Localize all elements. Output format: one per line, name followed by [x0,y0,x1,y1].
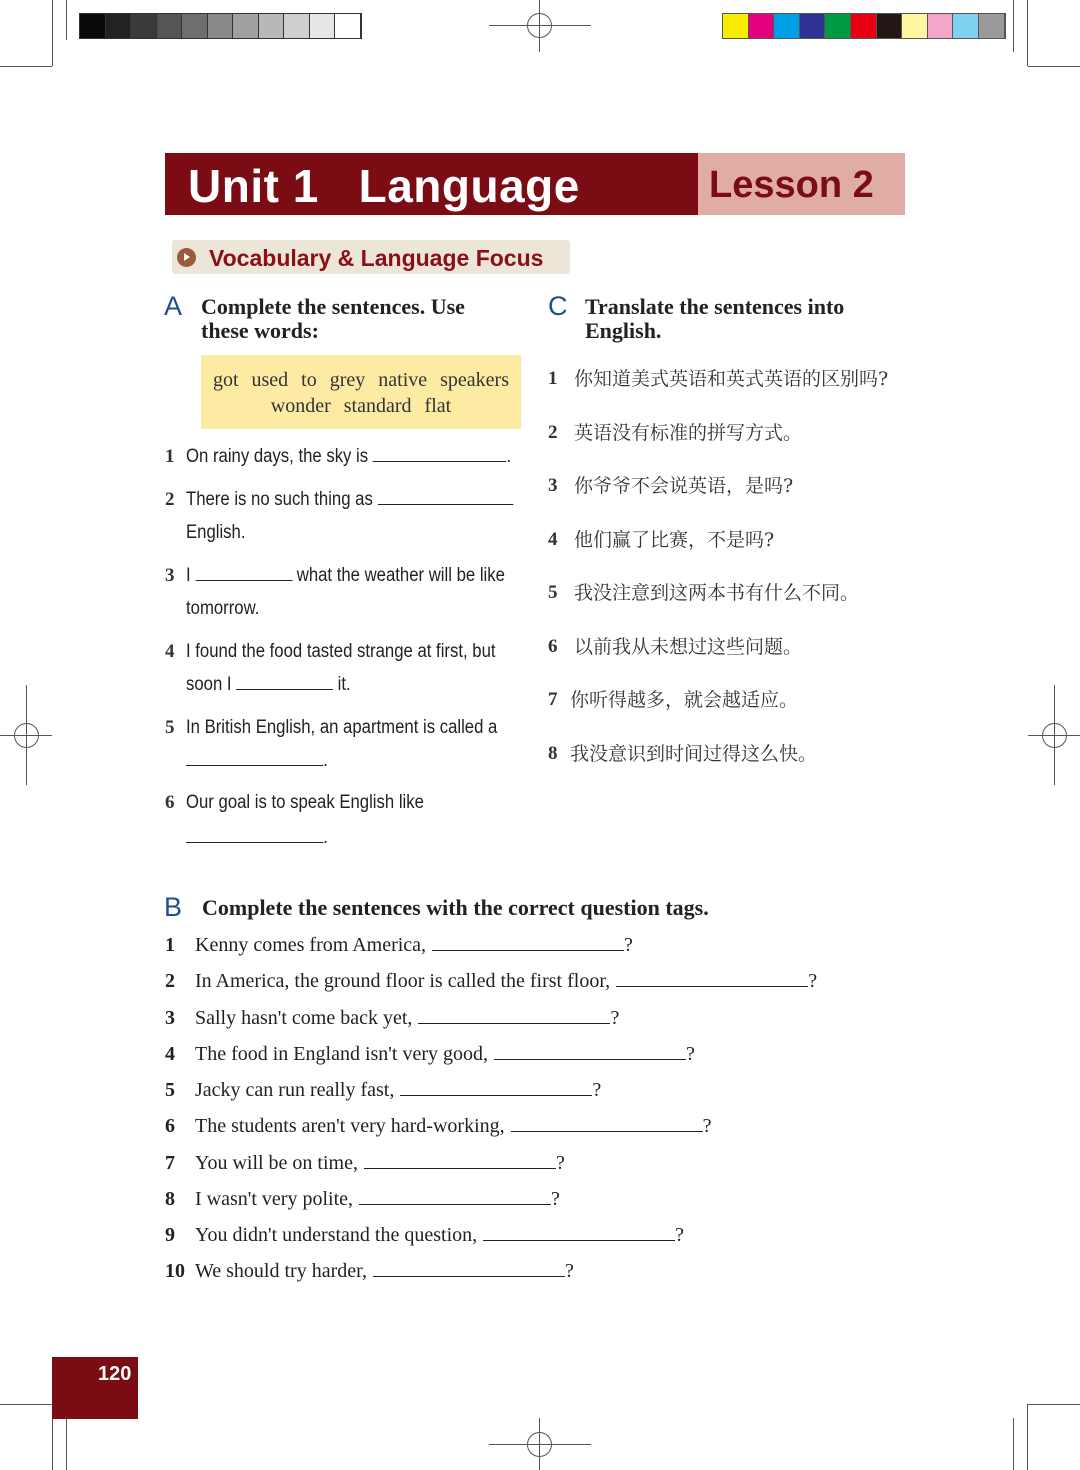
calibration-swatch [182,14,208,38]
a-item-5 [186,746,328,776]
section-c-title-line: English. [585,318,662,343]
a-item-3 [186,561,505,591]
b-item-number: 7 [165,1152,175,1174]
c-item-text: 我没意识到时间过得这么快。 [570,743,818,765]
c-item-text: 你爷爷不会说英语，是吗? [574,475,794,497]
a-item-6 [186,823,328,853]
calibration-swatch [800,14,826,38]
section-a-title [201,295,465,343]
a-item-text: what the weather will be like [296,565,505,586]
b-item-number: 1 [165,934,175,956]
crop-mark [1013,0,1014,52]
a-item-text: English. [186,522,246,543]
b-item-number: 6 [165,1115,175,1137]
calibration-swatch [335,14,361,38]
calibration-swatch [953,14,979,38]
registration-mark [1042,723,1067,748]
calibration-swatch [825,14,851,38]
calibration-swatch [774,14,800,38]
answer-blank[interactable] [186,824,323,843]
c-item-text: 以前我从未想过这些问题。 [574,636,803,658]
b-item [165,932,633,958]
b-item [165,968,817,994]
a-item-text: There is no such thing as [186,489,373,510]
b-item-number: 8 [165,1188,175,1210]
a-item-text: In British English, an apartment is called a [186,717,498,738]
lesson-label: Lesson 2 [709,164,874,206]
b-item-end: ? [624,934,633,956]
crop-mark [52,1418,53,1470]
b-item-text: In America, the ground floor is called the first floor, [195,970,611,992]
calibration-swatch [928,14,954,38]
b-item [165,1077,601,1103]
registration-mark [14,723,39,748]
a-item-number: 1 [165,446,175,467]
word-bank-line: got used to grey native speakers [212,369,510,391]
a-item-text: . [506,446,512,467]
b-item-end: ? [686,1043,695,1065]
b-item-text: We should try harder, [195,1260,367,1282]
crop-mark [66,0,67,40]
b-item-number: 9 [165,1224,175,1246]
crop-mark [66,1418,67,1470]
play-icon [177,248,196,267]
calibration-swatch [851,14,877,38]
page-number: 120 [98,1363,132,1385]
c-item-number: 4 [548,529,558,550]
section-c-letter: C [548,291,568,321]
c-item-number: 6 [548,636,558,657]
answer-blank[interactable] [373,443,507,462]
b-item-text: You didn't understand the question, [195,1224,478,1246]
answer-blank[interactable] [364,1150,556,1169]
registration-mark [527,1432,552,1457]
a-item-number: 2 [165,489,175,510]
registration-mark [527,13,552,38]
a-item-number: 4 [165,641,175,662]
color-calibration-strip [722,13,1006,39]
calibration-swatch [208,14,234,38]
b-item-number: 2 [165,970,175,992]
b-item-text: Jacky can run really fast, [195,1079,395,1101]
c-item-number: 8 [548,743,558,764]
answer-blank[interactable] [400,1077,592,1096]
answer-blank[interactable] [483,1222,675,1241]
a-item-text: I found the food tasted strange at first, but [186,641,496,662]
crop-mark [1028,1404,1080,1405]
calibration-swatch [979,14,1005,38]
b-item-text: You will be on time, [195,1152,358,1174]
b-item-end: ? [551,1188,560,1210]
calibration-swatch [284,14,310,38]
section-a-title-line: Complete the sentences. Use [201,294,465,319]
b-item-end: ? [808,970,818,992]
answer-blank[interactable] [616,968,808,987]
b-item-number: 5 [165,1079,175,1101]
crop-mark [0,1404,52,1405]
crop-mark [0,66,52,67]
b-item-text: Sally hasn't come back yet, [195,1007,413,1029]
b-item-text: The students aren't very hard-working, [195,1115,505,1137]
answer-blank[interactable] [195,562,292,581]
b-item-end: ? [702,1115,712,1137]
a-item-4 [186,670,351,700]
section-b-title: Complete the sentences with the correct question tags. [202,895,709,920]
a-item-text: On rainy days, the sky is [186,446,369,467]
a-item-number: 5 [165,717,175,738]
a-item-text: it. [337,674,351,695]
b-item [165,1005,619,1031]
calibration-swatch [80,14,106,38]
unit-title: Unit 1 Language [188,160,580,212]
calibration-swatch [310,14,336,38]
b-item-end: ? [675,1224,685,1246]
calibration-swatch [902,14,928,38]
a-item-text: soon I [186,674,232,695]
b-item-number: 10 [165,1260,185,1282]
a-item-text: tomorrow. [186,598,260,619]
answer-blank[interactable] [511,1113,703,1132]
calibration-swatch [106,14,132,38]
b-item [165,1041,695,1067]
b-item-end: ? [592,1079,602,1101]
section-tab-label: Vocabulary & Language Focus [209,245,544,271]
calibration-swatch [749,14,775,38]
section-b-letter: B [164,892,183,922]
answer-blank[interactable] [186,747,323,766]
a-item-text: I [186,565,191,586]
section-a-title-line: these words: [201,318,319,343]
grayscale-calibration-strip [79,13,362,39]
a-item-text: . [323,827,328,848]
a-item-text: Our goal is to speak English like [186,792,424,813]
crop-mark [52,0,53,66]
calibration-swatch [723,14,749,38]
calibration-swatch [233,14,259,38]
a-item-number: 6 [165,792,175,813]
b-item [165,1222,684,1248]
calibration-swatch [877,14,903,38]
c-item-number: 1 [548,368,558,389]
answer-blank[interactable] [432,932,624,951]
c-item-text: 我没注意到这两本书有什么不同。 [574,582,860,604]
c-item-number: 7 [548,689,558,710]
word-bank-line: wonder standard flat [270,395,452,417]
b-item-number: 4 [165,1043,175,1065]
c-item-number: 3 [548,475,558,496]
b-item-end: ? [610,1007,620,1029]
crop-mark [1027,1404,1028,1470]
c-item-text: 你听得越多，就会越适应。 [570,689,799,711]
b-item-text: The food in England isn't very good, [195,1043,488,1065]
c-item-number: 5 [548,582,558,603]
calibration-swatch [157,14,183,38]
section-c-title-line: Translate the sentences into [585,294,845,319]
crop-mark [1028,66,1080,67]
answer-blank[interactable] [236,671,333,690]
b-item-end: ? [564,1260,574,1282]
c-item-text: 你知道美式英语和英式英语的区别吗? [574,368,889,390]
a-item-2 [186,485,513,515]
c-item-text: 英语没有标准的拼写方式。 [574,422,803,444]
section-c-title [585,295,844,343]
b-item-number: 3 [165,1007,175,1029]
a-item-number: 3 [165,565,175,586]
answer-blank[interactable] [373,1258,565,1277]
b-item [165,1258,574,1284]
b-item-text: I wasn't very polite, [195,1188,354,1210]
b-item-text: Kenny comes from America, [195,934,427,956]
a-item-1 [186,442,511,472]
answer-blank[interactable] [359,1186,551,1205]
crop-mark [1013,1418,1014,1470]
crop-mark [1027,0,1028,66]
c-item-number: 2 [548,422,558,443]
calibration-swatch [131,14,157,38]
b-item [165,1186,560,1212]
calibration-swatch [259,14,285,38]
section-a-letter: A [164,291,183,321]
a-item-text: . [323,750,328,771]
answer-blank[interactable] [494,1041,686,1060]
c-item-text: 他们赢了比赛，不是吗? [574,529,775,551]
b-item-end: ? [555,1152,565,1174]
b-item [165,1150,565,1176]
word-bank [201,355,521,429]
answer-blank[interactable] [418,1005,610,1024]
answer-blank[interactable] [377,486,513,505]
b-item [165,1113,712,1139]
